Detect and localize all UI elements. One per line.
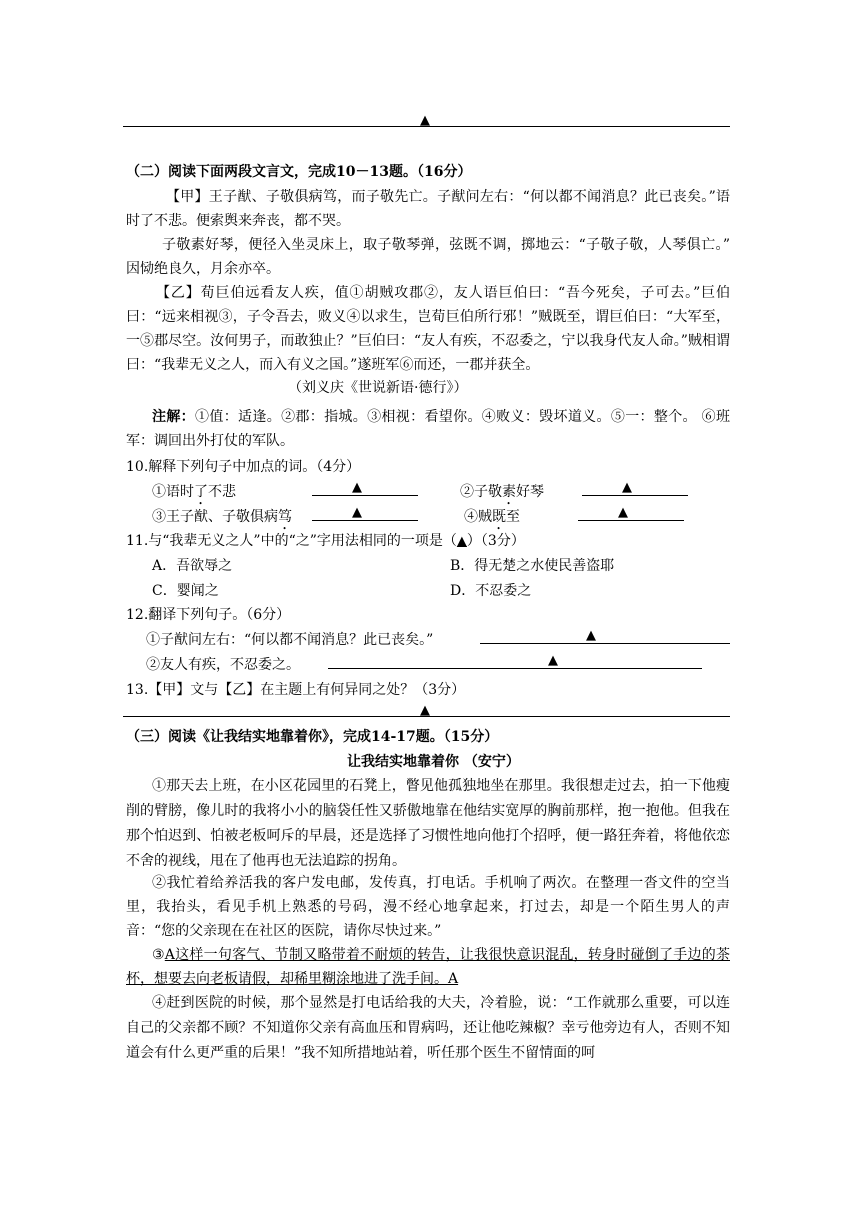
paragraph-3-underlined: A这样一句客气、节制又略带着不耐烦的转告，让我很快意识混乱，转身时碰倒了手边的茶杯，想要去向老板请假，却稀里糊涂地进了洗手间。A <box>126 947 730 987</box>
paragraph-3-number: ③ <box>152 947 165 963</box>
q13-stem: 13.【甲】文与【乙】在主题上有何异同之处？（3分） <box>126 682 466 698</box>
notes-label: 注解： <box>152 409 196 425</box>
q10-answer-line-1[interactable] <box>312 495 418 496</box>
q10-answer-marker-2: ▲ <box>622 480 632 495</box>
q11-option-d: D．不忍委之 <box>450 583 532 599</box>
article-paragraph-2: ②我忙着给养活我的客户发电邮，发传真，打电话。手机响了两次。在整理一沓文件的空当里，我抬头，看见手机上熟悉的号码，漫不经心地拿起来，打过去，却是一个陌生男人的声音：“您的父亲现在在社区的医院，请你尽快过来。” <box>126 875 730 939</box>
q10-answer-line-4[interactable] <box>578 520 684 521</box>
q11-option-a: A．吾欲辱之 <box>152 558 233 574</box>
q10-answer-line-3[interactable] <box>312 520 418 521</box>
q12-answer-marker-2: ▲ <box>548 653 558 668</box>
source-citation: （刘义庆《世说新语·德行》） <box>288 380 468 396</box>
q13-answer-line[interactable] <box>123 716 730 717</box>
q12-answer-line-1[interactable] <box>480 643 730 644</box>
article-paragraph-4: ④赶到医院的时候，那个显然是打电话给我的大夫，冷着脸，说：“工作就那么重要，可以连自己的父亲都不顾？不知道你父亲有高血压和胃病吗，还让他吃辣椒？幸亏他旁边有人，否则不知道会有什么更严重的后果！”我不知所措地站着，听任那个医生不留情面的呵 <box>126 995 730 1061</box>
answer-line <box>123 126 730 127</box>
q12-item-2: ②友人有疾，不忍委之。 <box>146 657 300 673</box>
q10-stem: 10.解释下列句子中加点的词。（4分） <box>126 459 361 475</box>
q11-answer-blank[interactable]: ▲ <box>456 534 467 549</box>
jia-paragraph-2: 子敬素好琴，便径入坐灵床上，取子敬琴弹，弦既不调，掷地云：“子敬子敬，人琴俱亡。” 因恸绝良久，月余亦卒。 <box>126 237 730 277</box>
notes-text: ①值：适逢。②郡：指城。③相视：看望你。④败义：毁坏道义。⑤一：整个。 ⑥班军：调回出外打仗的军队。 <box>126 409 731 449</box>
section3-heading: （三）阅读《让我结实地靠着你》，完成14-17题。（15分） <box>126 729 499 745</box>
article-title: 让我结实地靠着你 （安宁） <box>347 754 520 770</box>
article-paragraph-1: ①那天去上班，在小区花园里的石凳上，瞥见他孤独地坐在那里。我很想走过去，拍一下他瘦削的臂膀，像儿时的我将小小的脑袋任性又骄傲地靠在他结实宽厚的胸前那样，抱一抱他。但我在那个怕迟到、怕被老板呵斥的早晨，还是选择了习惯性地向他打个招呼，便一路狂奔着，将他依恋不舍的视线，甩在了他再也无法追踪的拐角。 <box>126 778 730 869</box>
section2-heading: （二）阅读下面两段文言文，完成10－13题。（16分） <box>126 164 472 180</box>
q10-answer-marker-4: ▲ <box>618 505 628 520</box>
q12-stem: 12.翻译下列句子。（6分） <box>126 607 291 623</box>
q10-answer-line-2[interactable] <box>582 495 688 496</box>
answer-marker: ▲ <box>420 113 430 128</box>
notes <box>126 405 730 453</box>
yi-paragraph: 【乙】荀巨伯远看友人疾，值①胡贼攻郡②，友人语巨伯曰：“吾今死矣，子可去。”巨伯曰：“远来相视③，子令吾去，败义④以求生，岂荀巨伯所行邪！”贼既至，谓巨伯曰：“大军至，一⑤郡尽空。汝何男子，而敢独止？”巨伯曰：“友人有疾，不忍委之，宁以我身代友人命。”贼相谓曰：“我辈无义之人，而入有义之国。”遂班军⑥而还，一郡并获全。 <box>126 285 730 373</box>
q10-item-3: ③王子猷、子敬俱病笃 <box>152 509 292 525</box>
q11-option-b: B．得无楚之水使民善盗耶 <box>450 558 615 574</box>
q12-item-1: ①子猷问左右：“何以都不闻消息？此已丧矣。” <box>146 632 434 648</box>
q12-answer-marker-1: ▲ <box>586 628 596 643</box>
q10-item-4: ④贼既至 <box>464 509 520 525</box>
q11-stem: 11.与“我辈无义之人”中的“之”字用法相同的一项是（▲）（3分） <box>126 533 525 549</box>
q10-answer-marker-1: ▲ <box>352 480 362 495</box>
article-paragraph-3 <box>126 943 730 991</box>
q13-answer-marker: ▲ <box>420 703 430 718</box>
q12-answer-line-2[interactable] <box>328 668 702 669</box>
q10-item-1: ①语时了不悲 <box>152 484 236 500</box>
q10-item-2: ②子敬素好琴 <box>460 484 544 500</box>
q10-answer-marker-3: ▲ <box>352 505 362 520</box>
jia-paragraph-1: 【甲】王子猷、子敬俱病笃，而子敬先亡。子猷问左右：“何以都不闻消息？此已丧矣。”语时了不悲。便索舆来奔丧，都不哭。 <box>126 189 730 229</box>
q11-option-c: C．婴闻之 <box>152 583 219 599</box>
